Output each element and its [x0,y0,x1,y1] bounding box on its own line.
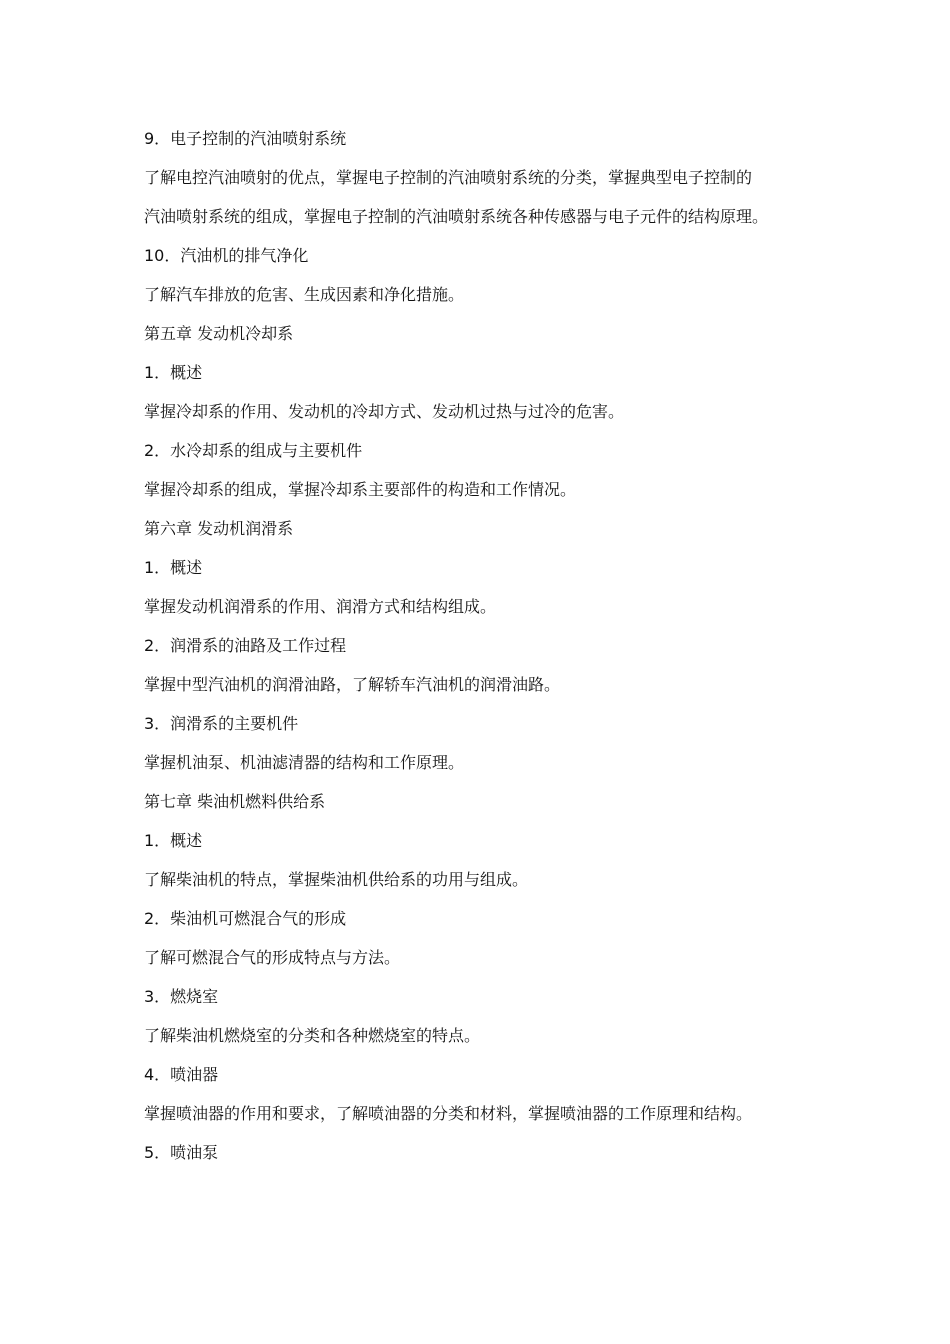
document-body [144,127,806,1180]
paragraph: 掌握中型汽油机的润滑油路，了解轿车汽油机的润滑油路。 [144,675,561,694]
section-heading: 4．喷油器 [144,1065,219,1084]
section-heading: 1．概述 [144,831,203,850]
chapter-heading: 第七章 柴油机燃料供给系 [144,792,326,811]
section-heading: 3．润滑系的主要机件 [144,714,299,733]
paragraph: 了解汽车排放的危害、生成因素和净化措施。 [144,285,465,304]
section-heading: 2．柴油机可燃混合气的形成 [144,909,347,928]
paragraph: 掌握发动机润滑系的作用、润滑方式和结构组成。 [144,597,497,616]
section-heading: 1．概述 [144,558,203,577]
paragraph: 了解柴油机的特点，掌握柴油机供给系的功用与组成。 [144,870,529,889]
paragraph: 了解可燃混合气的形成特点与方法。 [144,948,401,967]
chapter-heading: 第五章 发动机冷却系 [144,324,294,343]
section-heading: 3．燃烧室 [144,987,219,1006]
chapter-heading: 第六章 发动机润滑系 [144,519,294,538]
paragraph: 掌握机油泵、机油滤清器的结构和工作原理。 [144,753,465,772]
paragraph: 掌握冷却系的作用、发动机的冷却方式、发动机过热与过冷的危害。 [144,402,625,421]
section-heading: 10．汽油机的排气净化 [144,246,309,265]
paragraph: 了解柴油机燃烧室的分类和各种燃烧室的特点。 [144,1026,481,1045]
section-heading: 2．润滑系的油路及工作过程 [144,636,347,655]
paragraph: 掌握冷却系的组成，掌握冷却系主要部件的构造和工作情况。 [144,480,577,499]
paragraph: 掌握喷油器的作用和要求，了解喷油器的分类和材料，掌握喷油器的工作原理和结构。 [144,1104,753,1123]
section-heading: 5．喷油泵 [144,1143,219,1162]
paragraph: 了解电控汽油喷射的优点，掌握电子控制的汽油喷射系统的分类，掌握典型电子控制的 [144,168,753,187]
section-heading: 2．水冷却系的组成与主要机件 [144,441,363,460]
section-heading: 1．概述 [144,363,203,382]
paragraph: 汽油喷射系统的组成，掌握电子控制的汽油喷射系统各种传感器与电子元件的结构原理。 [144,207,769,226]
section-heading: 9．电子控制的汽油喷射系统 [144,129,347,148]
